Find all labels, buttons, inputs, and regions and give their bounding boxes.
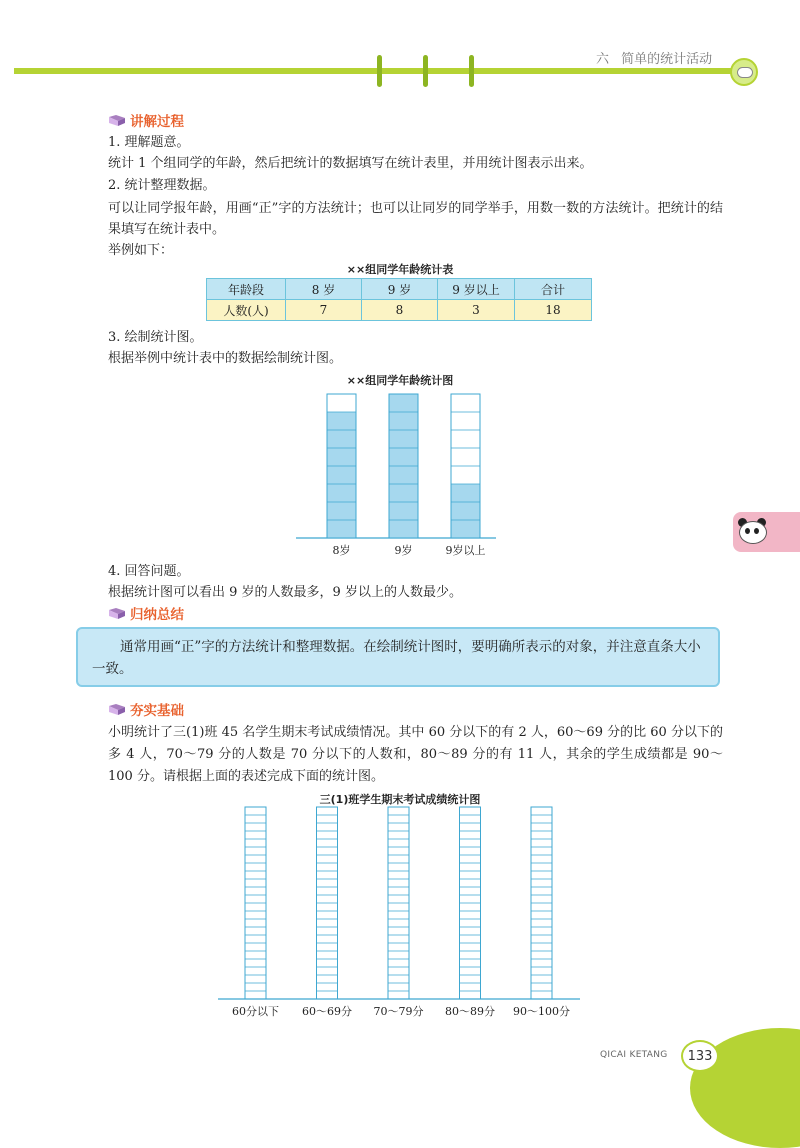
bar-column	[451, 394, 480, 538]
book-icon	[108, 114, 126, 127]
x-tick-label: 60～69分	[302, 1005, 352, 1018]
section-heading-explain	[108, 110, 184, 130]
chart2-title: 三(1)班学生期末考试成绩统计图	[319, 793, 481, 806]
side-tab	[733, 512, 800, 552]
x-tick-label: 60分以下	[232, 1005, 279, 1018]
step4-text: 根据统计图可以看出 9 岁的人数最多，9 岁以上的人数最少。	[108, 585, 462, 600]
bar-column	[327, 394, 356, 538]
bar-column	[460, 807, 481, 999]
age-stat-table	[206, 278, 592, 321]
section-heading-practice	[108, 699, 184, 719]
step3-text: 根据举例中统计表中的数据绘制统计图。	[108, 351, 343, 366]
table-cell: 18	[515, 300, 592, 321]
x-tick-label: 70～79分	[373, 1005, 424, 1018]
page-number: 133	[687, 1048, 713, 1064]
step3-title: 3. 绘制统计图。	[108, 330, 203, 345]
page-number-badge	[681, 1040, 719, 1072]
x-tick-label: 90～100分	[513, 1005, 570, 1018]
table-header-cell: 8 岁	[286, 279, 362, 300]
bar	[327, 412, 356, 538]
section-title: 归纳总结	[130, 607, 184, 623]
bar-column	[388, 807, 409, 999]
book-icon	[108, 703, 126, 716]
age-bar-chart	[296, 388, 506, 564]
x-tick-label: 8岁	[332, 544, 351, 557]
header-mascot-icon	[730, 58, 758, 86]
chart1-title: ××组同学年龄统计图	[346, 374, 454, 387]
bar	[451, 484, 480, 538]
practice-text: 小明统计了三(1)班 45 名学生期末考试成绩情况。其中 60 分以下的有 2 人，60～69 分的比 60 分以下的多 4 人，70～79 分的人数是 70 分以下的人数和，80～89 分的有 11 人，其余的学生成绩都是 90～100 分。请根据上面的表述完成下面的统计图。	[108, 725, 723, 784]
footer-brand: QICAI KETANG	[600, 1050, 668, 1060]
bar-column	[317, 807, 338, 999]
table-header-cell: 年龄段	[207, 279, 286, 300]
score-bar-chart	[218, 806, 588, 1032]
chapter-title: 简单的统计活动	[621, 52, 713, 67]
summary-box	[76, 627, 720, 687]
header-chapter	[596, 48, 712, 67]
table-cell: 8	[362, 300, 438, 321]
table-cell: 3	[438, 300, 515, 321]
section-title: 夯实基础	[130, 703, 184, 719]
section-title: 讲解过程	[130, 114, 184, 130]
table-cell: 7	[286, 300, 362, 321]
step1-text: 统计 1 个组同学的年龄，然后把统计的数据填写在统计表里，并用统计图表示出来。	[108, 156, 593, 171]
header-bar	[14, 68, 732, 74]
panda-icon	[737, 518, 767, 544]
section-heading-summary	[108, 603, 184, 623]
x-tick-label: 80～89分	[445, 1005, 495, 1018]
x-tick-label: 9岁	[394, 544, 413, 557]
step1-title: 1. 理解题意。	[108, 135, 190, 150]
bar-column	[245, 807, 266, 999]
table-header-cell: 9 岁	[362, 279, 438, 300]
table-cell: 人数(人)	[207, 300, 286, 321]
step2-text: 可以让同学报年龄，用画“正”字的方法统计；也可以让同岁的同学举手，用数一数的方法统计。把统计的结果填写在统计表中。	[108, 201, 723, 237]
table-header-cell: 9 岁以上	[438, 279, 515, 300]
summary-text: 通常用画“正”字的方法统计和整理数据。在绘制统计图时，要明确所表示的对象，并注意直条大小一致。	[92, 639, 701, 677]
step4-title: 4. 回答问题。	[108, 564, 190, 579]
step2-title: 2. 统计整理数据。	[108, 178, 216, 193]
x-tick-label: 9岁以上	[445, 544, 486, 557]
bar-column	[531, 807, 552, 999]
bar-column	[389, 394, 418, 538]
example-label: 举例如下：	[108, 243, 174, 258]
chapter-number: 六	[596, 52, 610, 67]
book-icon	[108, 607, 126, 620]
table-header-cell: 合计	[515, 279, 592, 300]
table-title: ××组同学年龄统计表	[346, 263, 454, 276]
